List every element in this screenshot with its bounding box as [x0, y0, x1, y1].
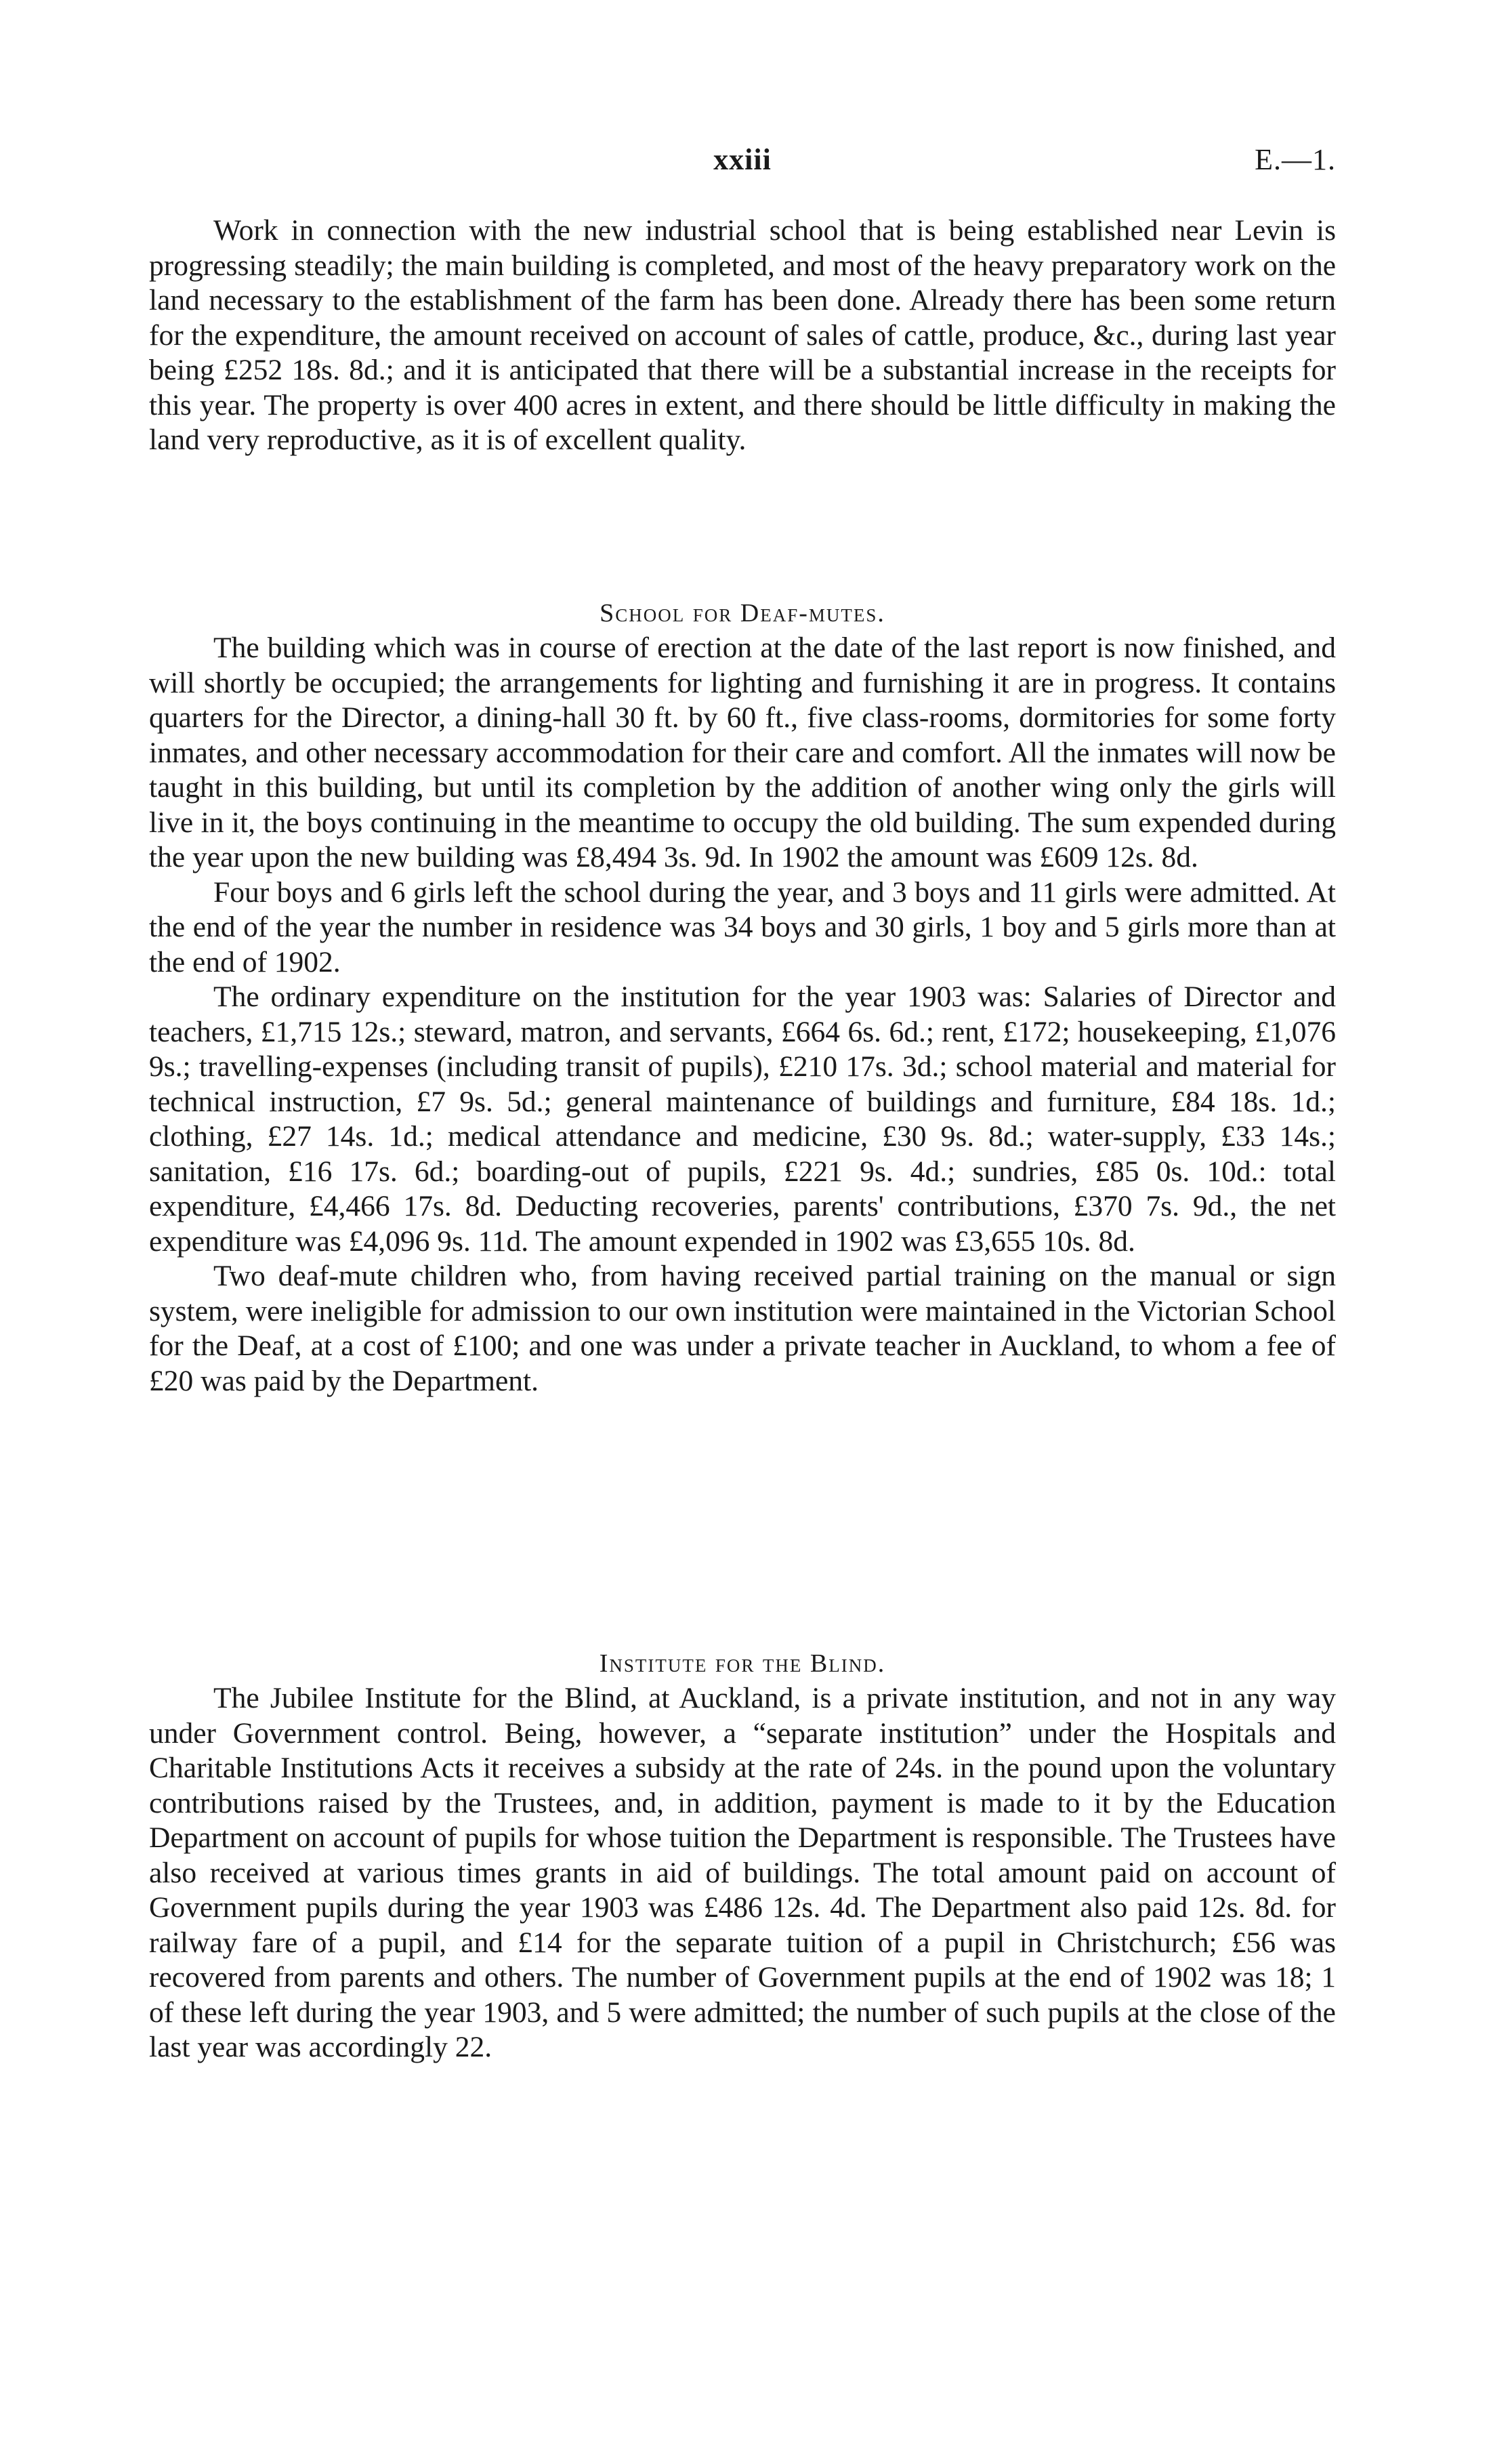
- blind-institute-heading: Institute for the Blind.: [599, 1649, 886, 1678]
- deaf-mutes-expenditure-paragraph: The ordinary expenditure on the institution for the year 1903 was: Salaries of Director and teachers, £1,715 12s.; steward, matron, and servants, £664 6s. 6d.; rent, £172; housekeeping, £1,076 9s.; travelling-expenses (including transit of pupils), £210 17s. 3d.; school material and material for technical instruction, £7 9s. 5d.; general maintenance of buildings and furniture, £84 18s. 1d.; clothing, £27 14s. 1d.; medical attendance and medicine, £30 9s. 8d.; water-supply, £33 14s.; sanitation, £16 17s. 6d.; boarding-out of pupils, £221 9s. 4d.; sundries, £85 0s. 10d.: total expenditure, £4,466 17s. 8d. Deducting recoveries, parents' contributions, £370 7s. 9d., the net expenditure was £4,096 9s. 11d. The amount expended in 1902 was £3,655 10s. 8d.: [149, 980, 1336, 1258]
- industrial-school-paragraph: Work in connection with the new industrial school that is being established near Levin is progressing steadily; the main building is completed, and most of the heavy preparatory work on the land necessary to the establishment of the farm has been done. Already there has been some return for the expenditure, the amount received on account of sales of cattle, produce, &c., during last year being £252 18s. 8d.; and it is anticipated that there will be a substantial increase in the receipts for this year. The property is over 400 acres in extent, and there should be little difficulty in making the land very reproductive, as it is of excellent quality.: [149, 214, 1336, 456]
- deaf-mutes-heading: School for Deaf-mutes.: [600, 599, 885, 627]
- blind-institute-section: [149, 1647, 1336, 2065]
- industrial-school-section: [149, 213, 1336, 458]
- deaf-mutes-attendance-paragraph: Four boys and 6 girls left the school during the year, and 3 boys and 11 girls were admitted. At the end of the year the number in residence was 34 boys and 30 girls, 1 boy and 5 girls more than at the end of 1902.: [149, 875, 1336, 978]
- page-header: [149, 142, 1336, 183]
- page-number: xxiii: [713, 143, 772, 176]
- deaf-mutes-building-paragraph: The building which was in course of erection at the date of the last report is now finished, and will shortly be occupied; the arrangements for lighting and furnishing it are in progress. It contains quarters for the Director, a dining-hall 30 ft. by 60 ft., five class-rooms, dormitories for some forty inmates, and other necessary accommodation for their care and comfort. All the inmates will now be taught in this building, but until its completion by the addition of another wing only the girls will live in it, the boys continuing in the meantime to occupy the old building. The sum expended during the year upon the new building was £8,494 3s. 9d. In 1902 the amount was £609 12s. 8d.: [149, 632, 1336, 873]
- blind-institute-paragraph: The Jubilee Institute for the Blind, at Auckland, is a private institution, and not in any way under Government control. Being, however, a “separate institution” under the Hospitals and Charitable Institutions Acts it receives a subsidy at the rate of 24s. in the pound upon the voluntary contributions raised by the Trustees, and, in addition, payment is made to it by the Education Department on account of pupils for whose tuition the Department is responsible. The Trustees have also received at various times grants in aid of buildings. The total amount paid on account of Government pupils during the year 1903 was £486 12s. 4d. The Department also paid 12s. 8d. for railway fare of a pupil, and £14 for the separate tuition of a pupil in Christchurch; £56 was recovered from parents and others. The number of Government pupils at the end of 1902 was 18; 1 of these left during the year 1903, and 5 were admitted; the number of such pupils at the close of the last year was accordingly 22.: [149, 1682, 1336, 2063]
- document-code: E.—1.: [1255, 143, 1336, 176]
- deaf-mutes-section: [149, 596, 1336, 1399]
- deaf-mutes-victorian-school-paragraph: Two deaf-mute children who, from having received partial training on the manual or sign system, were ineligible for admission to our own institution were maintained in the Victorian School for the Deaf, at a cost of £100; and one was under a private teacher in Auckland, to whom a fee of £20 was paid by the Department.: [149, 1260, 1336, 1397]
